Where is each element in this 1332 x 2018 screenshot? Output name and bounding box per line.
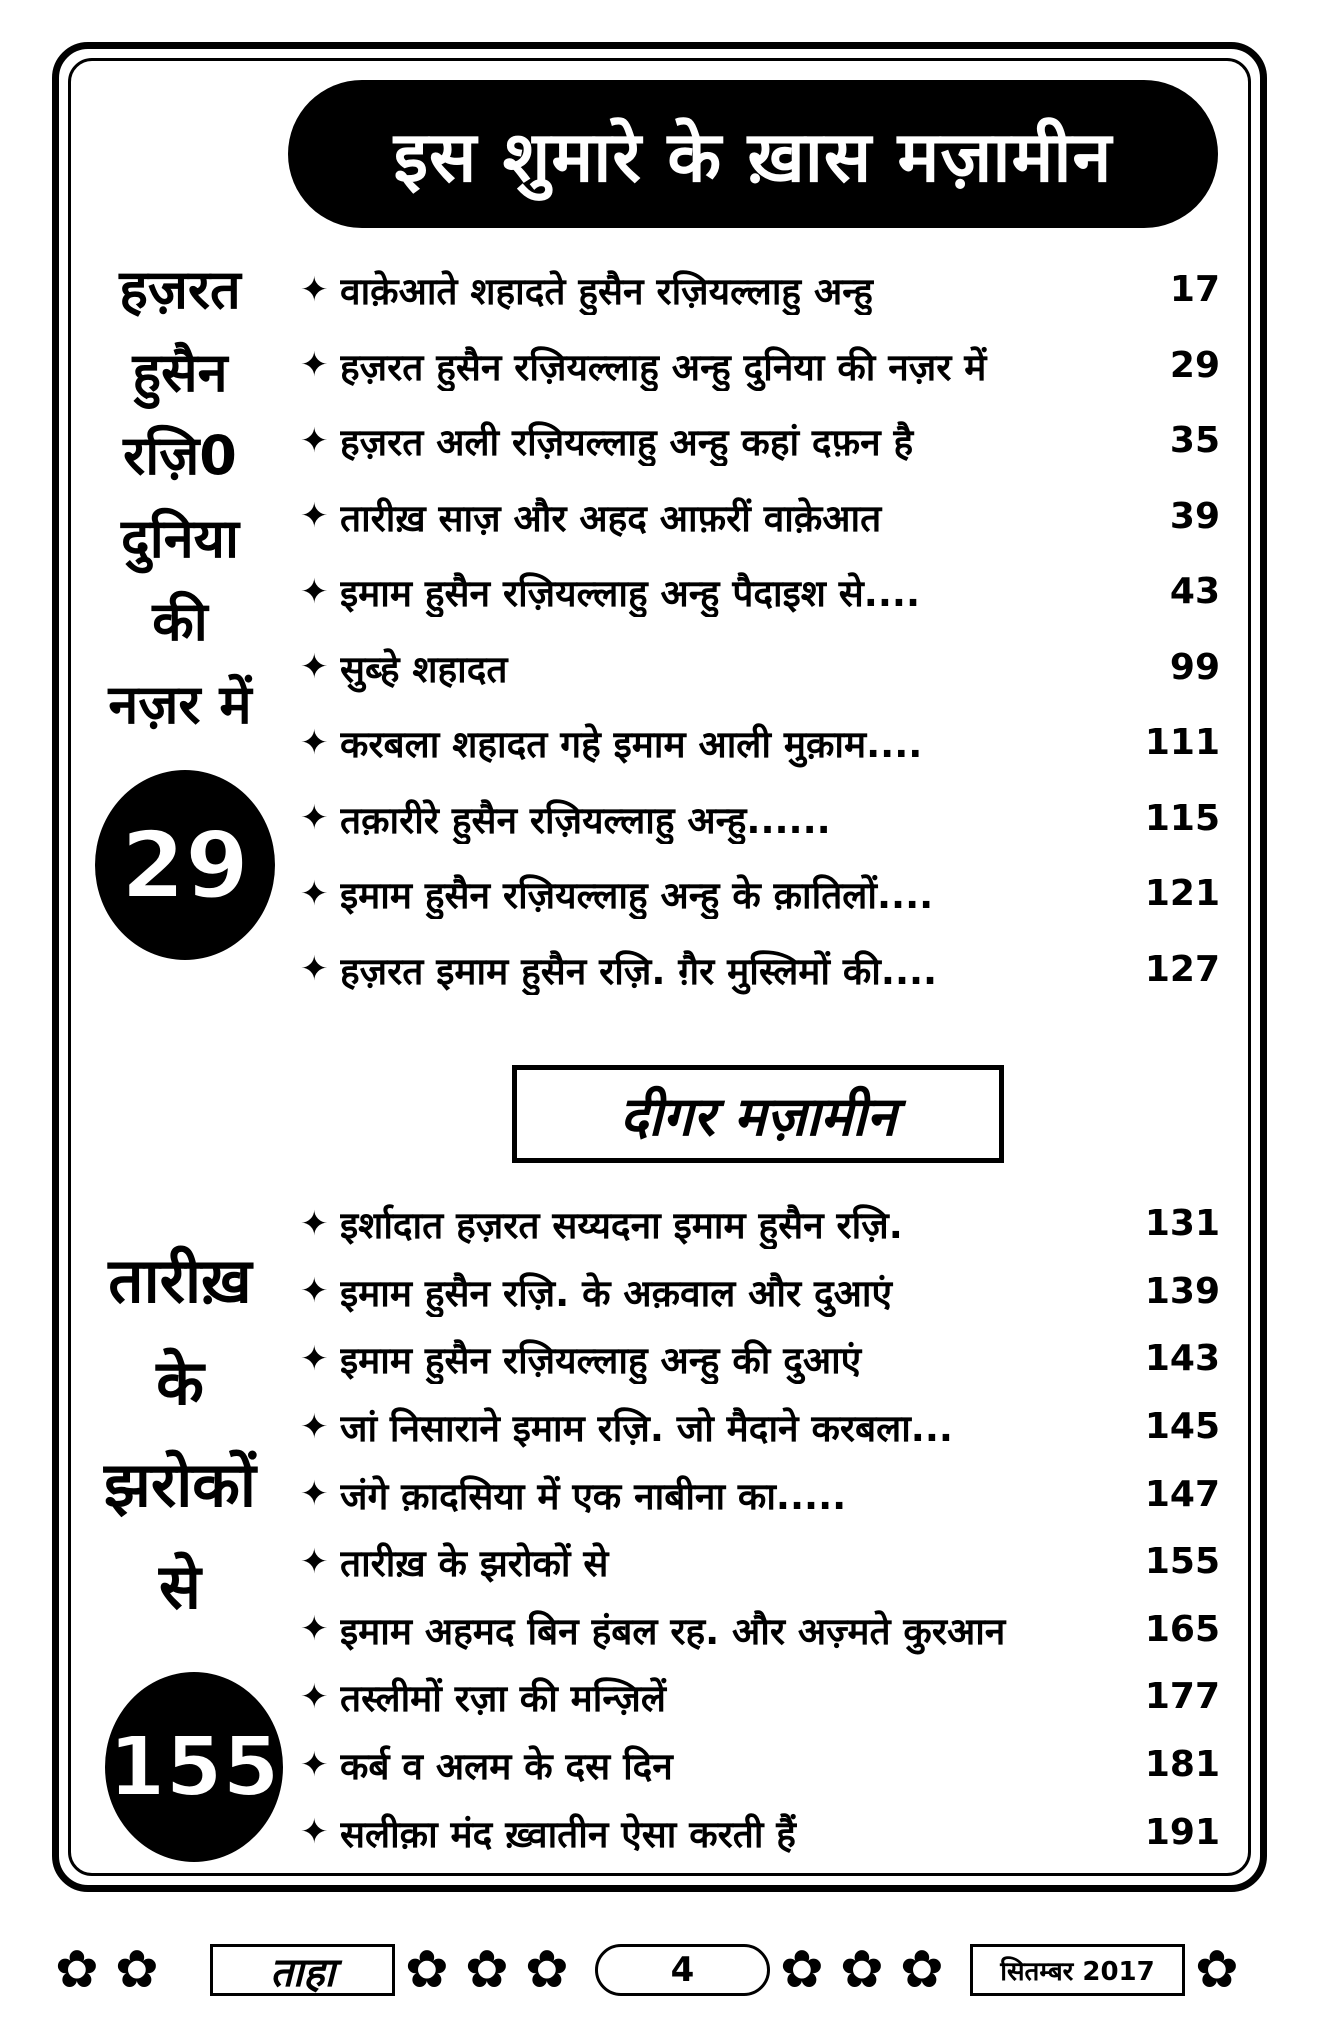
toc-item[interactable] [300,1325,1220,1393]
star-bullet-icon: ✦ [300,1271,329,1312]
side-label-line: हुसैन [132,341,228,404]
other-page-number: 155 [108,1719,280,1815]
toc-item-title: कर्ब व अलम के दस दिन [340,1745,673,1789]
toc-item[interactable] [300,252,1220,328]
toc-item-page: 147 [1144,1473,1220,1515]
issue-date-box [970,1944,1185,1996]
star-bullet-icon: ✦ [300,345,329,386]
page-title: इस शुमारे के ख़ास मज़ामीन [393,116,1113,198]
section-heading-box [512,1065,1004,1163]
flower-icon: ✿ [405,1940,449,2000]
star-bullet-icon: ✦ [300,571,329,612]
star-bullet-icon: ✦ [300,1474,329,1515]
magazine-name-box [210,1944,395,1996]
star-bullet-icon: ✦ [300,1744,329,1785]
toc-item-page: 143 [1144,1338,1220,1380]
flower-icon: ✿ [525,1940,569,2000]
toc-item[interactable] [300,1528,1220,1596]
toc-item-title: सुब्हे शहादत [340,647,508,691]
toc-item-title: जां निसाराने इमाम रज़ि. जो मैदाने करबला... [340,1407,953,1451]
toc-item-title: हज़रत हुसैन रज़ियल्लाहु अन्हु दुनिया की नज़र में [340,345,987,389]
star-bullet-icon: ✦ [300,1203,329,1244]
star-bullet-icon: ✦ [300,420,329,461]
flower-icon: ✿ [900,1940,944,2000]
feature-side-label [80,248,280,746]
star-bullet-icon: ✦ [300,1338,329,1379]
toc-item[interactable] [300,1731,1220,1799]
side-label-line: तारीख़ [108,1244,252,1317]
star-bullet-icon: ✦ [300,1609,329,1650]
flower-icon: ✿ [1195,1940,1239,2000]
toc-item-title: जंगे क़ादसिया में एक नाबीना का..... [340,1474,847,1518]
star-bullet-icon: ✦ [300,798,329,839]
toc-item[interactable] [300,403,1220,479]
toc-item-page: 43 [1169,571,1220,613]
toc-item-title: तारीख़ साज़ और अहद आफ़रीं वाक़ेआत [340,496,882,540]
toc-item[interactable] [300,554,1220,630]
header-banner [288,80,1218,228]
side-label-line: की [152,590,208,653]
flower-icon: ✿ [465,1940,509,2000]
toc-item-page: 111 [1144,722,1220,764]
toc-item-page: 165 [1144,1608,1220,1650]
toc-item-page: 17 [1169,269,1220,311]
star-bullet-icon: ✦ [300,722,329,763]
toc-item-title: सलीक़ा मंद ख़्वातीन ऐसा करती हैं [340,1812,796,1856]
toc-item-title: इमाम हुसैन रज़ियल्लाहु अन्हु पैदाइश से.... [340,572,921,616]
toc-item[interactable] [300,479,1220,555]
flower-icon: ✿ [115,1940,159,2000]
side-label-line: रज़ि0 [123,424,237,487]
toc-item-page: 155 [1144,1541,1220,1583]
toc-item-page: 39 [1169,495,1220,537]
issue-date: सितम्बर 2017 [1000,1957,1155,1987]
flower-icon: ✿ [55,1940,99,2000]
flower-icon: ✿ [780,1940,824,2000]
toc-item[interactable] [300,1460,1220,1528]
toc-item-page: 131 [1144,1203,1220,1245]
flower-icon: ✿ [840,1940,884,2000]
toc-item-title: वाक़ेआते शहादते हुसैन रज़ियल्लाहु अन्हु [340,270,873,314]
star-bullet-icon: ✦ [300,647,329,688]
toc-item-page: 121 [1144,873,1220,915]
star-bullet-icon: ✦ [300,1406,329,1447]
toc-item-page: 181 [1144,1744,1220,1786]
toc-item-page: 177 [1144,1676,1220,1718]
other-page-badge [105,1672,283,1862]
feature-page-number: 29 [120,811,250,919]
feature-toc-list [300,252,1220,1007]
toc-item[interactable] [300,781,1220,857]
star-bullet-icon: ✦ [300,1676,329,1717]
toc-item[interactable] [300,1798,1220,1866]
toc-item-title: तस्लीमों रज़ा की मन्ज़िलें [340,1677,666,1721]
toc-item[interactable] [300,932,1220,1008]
toc-item[interactable] [300,1596,1220,1664]
toc-item-page: 127 [1144,948,1220,990]
toc-item-title: इमाम हुसैन रज़ियल्लाहु अन्हु के क़ातिलों.... [340,874,934,918]
toc-item-page: 99 [1169,646,1220,688]
magazine-name: ताहा [270,1949,335,1996]
toc-item[interactable] [300,856,1220,932]
toc-item[interactable] [300,1393,1220,1461]
toc-item-page: 115 [1144,797,1220,839]
toc-item-title: इमाम हुसैन रज़ि. के अक़वाल और दुआएं [340,1271,892,1315]
toc-item-page: 29 [1169,344,1220,386]
side-label-line: झरोकों [104,1448,256,1521]
feature-page-badge [95,770,275,960]
toc-item-title: इमाम हुसैन रज़ियल्लाहु अन्हु की दुआएं [340,1339,862,1383]
page-footer [55,1940,1280,2000]
toc-item[interactable] [300,1258,1220,1326]
star-bullet-icon: ✦ [300,873,329,914]
toc-item-page: 139 [1144,1270,1220,1312]
other-toc-list [300,1190,1220,1866]
toc-item-title: हज़रत इमाम हुसैन रज़ि. ग़ैर मुस्लिमों की.... [340,949,938,993]
side-label-line: नज़र में [108,673,252,736]
page-number: 4 [670,1950,695,1990]
toc-item[interactable] [300,328,1220,404]
toc-item-title: तारीख़ के झरोकों से [340,1542,609,1586]
page-number-box [595,1944,770,1996]
side-label-line: हज़रत [119,258,241,321]
other-side-label [80,1230,280,1638]
star-bullet-icon: ✦ [300,1812,329,1853]
toc-item-title: करबला शहादत गहे इमाम आली मुक़ाम.... [340,723,923,767]
toc-item-page: 191 [1144,1811,1220,1853]
toc-item-title: तक़ारीरे हुसैन रज़ियल्लाहु अन्हु...... [340,798,831,842]
star-bullet-icon: ✦ [300,269,329,310]
toc-item[interactable] [300,705,1220,781]
side-label-line: दुनिया [121,507,239,570]
section-heading: दीगर मज़ामीन [619,1085,897,1148]
toc-item-title: इर्शादात हज़रत सय्यदना इमाम हुसैन रज़ि. [340,1204,903,1248]
side-label-line: से [159,1550,201,1623]
toc-item-page: 35 [1169,420,1220,462]
star-bullet-icon: ✦ [300,949,329,990]
toc-item[interactable] [300,630,1220,706]
star-bullet-icon: ✦ [300,1541,329,1582]
toc-item-page: 145 [1144,1406,1220,1448]
toc-item-title: हज़रत अली रज़ियल्लाहु अन्हु कहां दफ़न है [340,421,914,465]
toc-item[interactable] [300,1663,1220,1731]
toc-item[interactable] [300,1190,1220,1258]
side-label-line: के [156,1346,204,1419]
star-bullet-icon: ✦ [300,496,329,537]
toc-item-title: इमाम अहमद बिन हंबल रह. और अज़्मते कुरआन [340,1609,1006,1653]
